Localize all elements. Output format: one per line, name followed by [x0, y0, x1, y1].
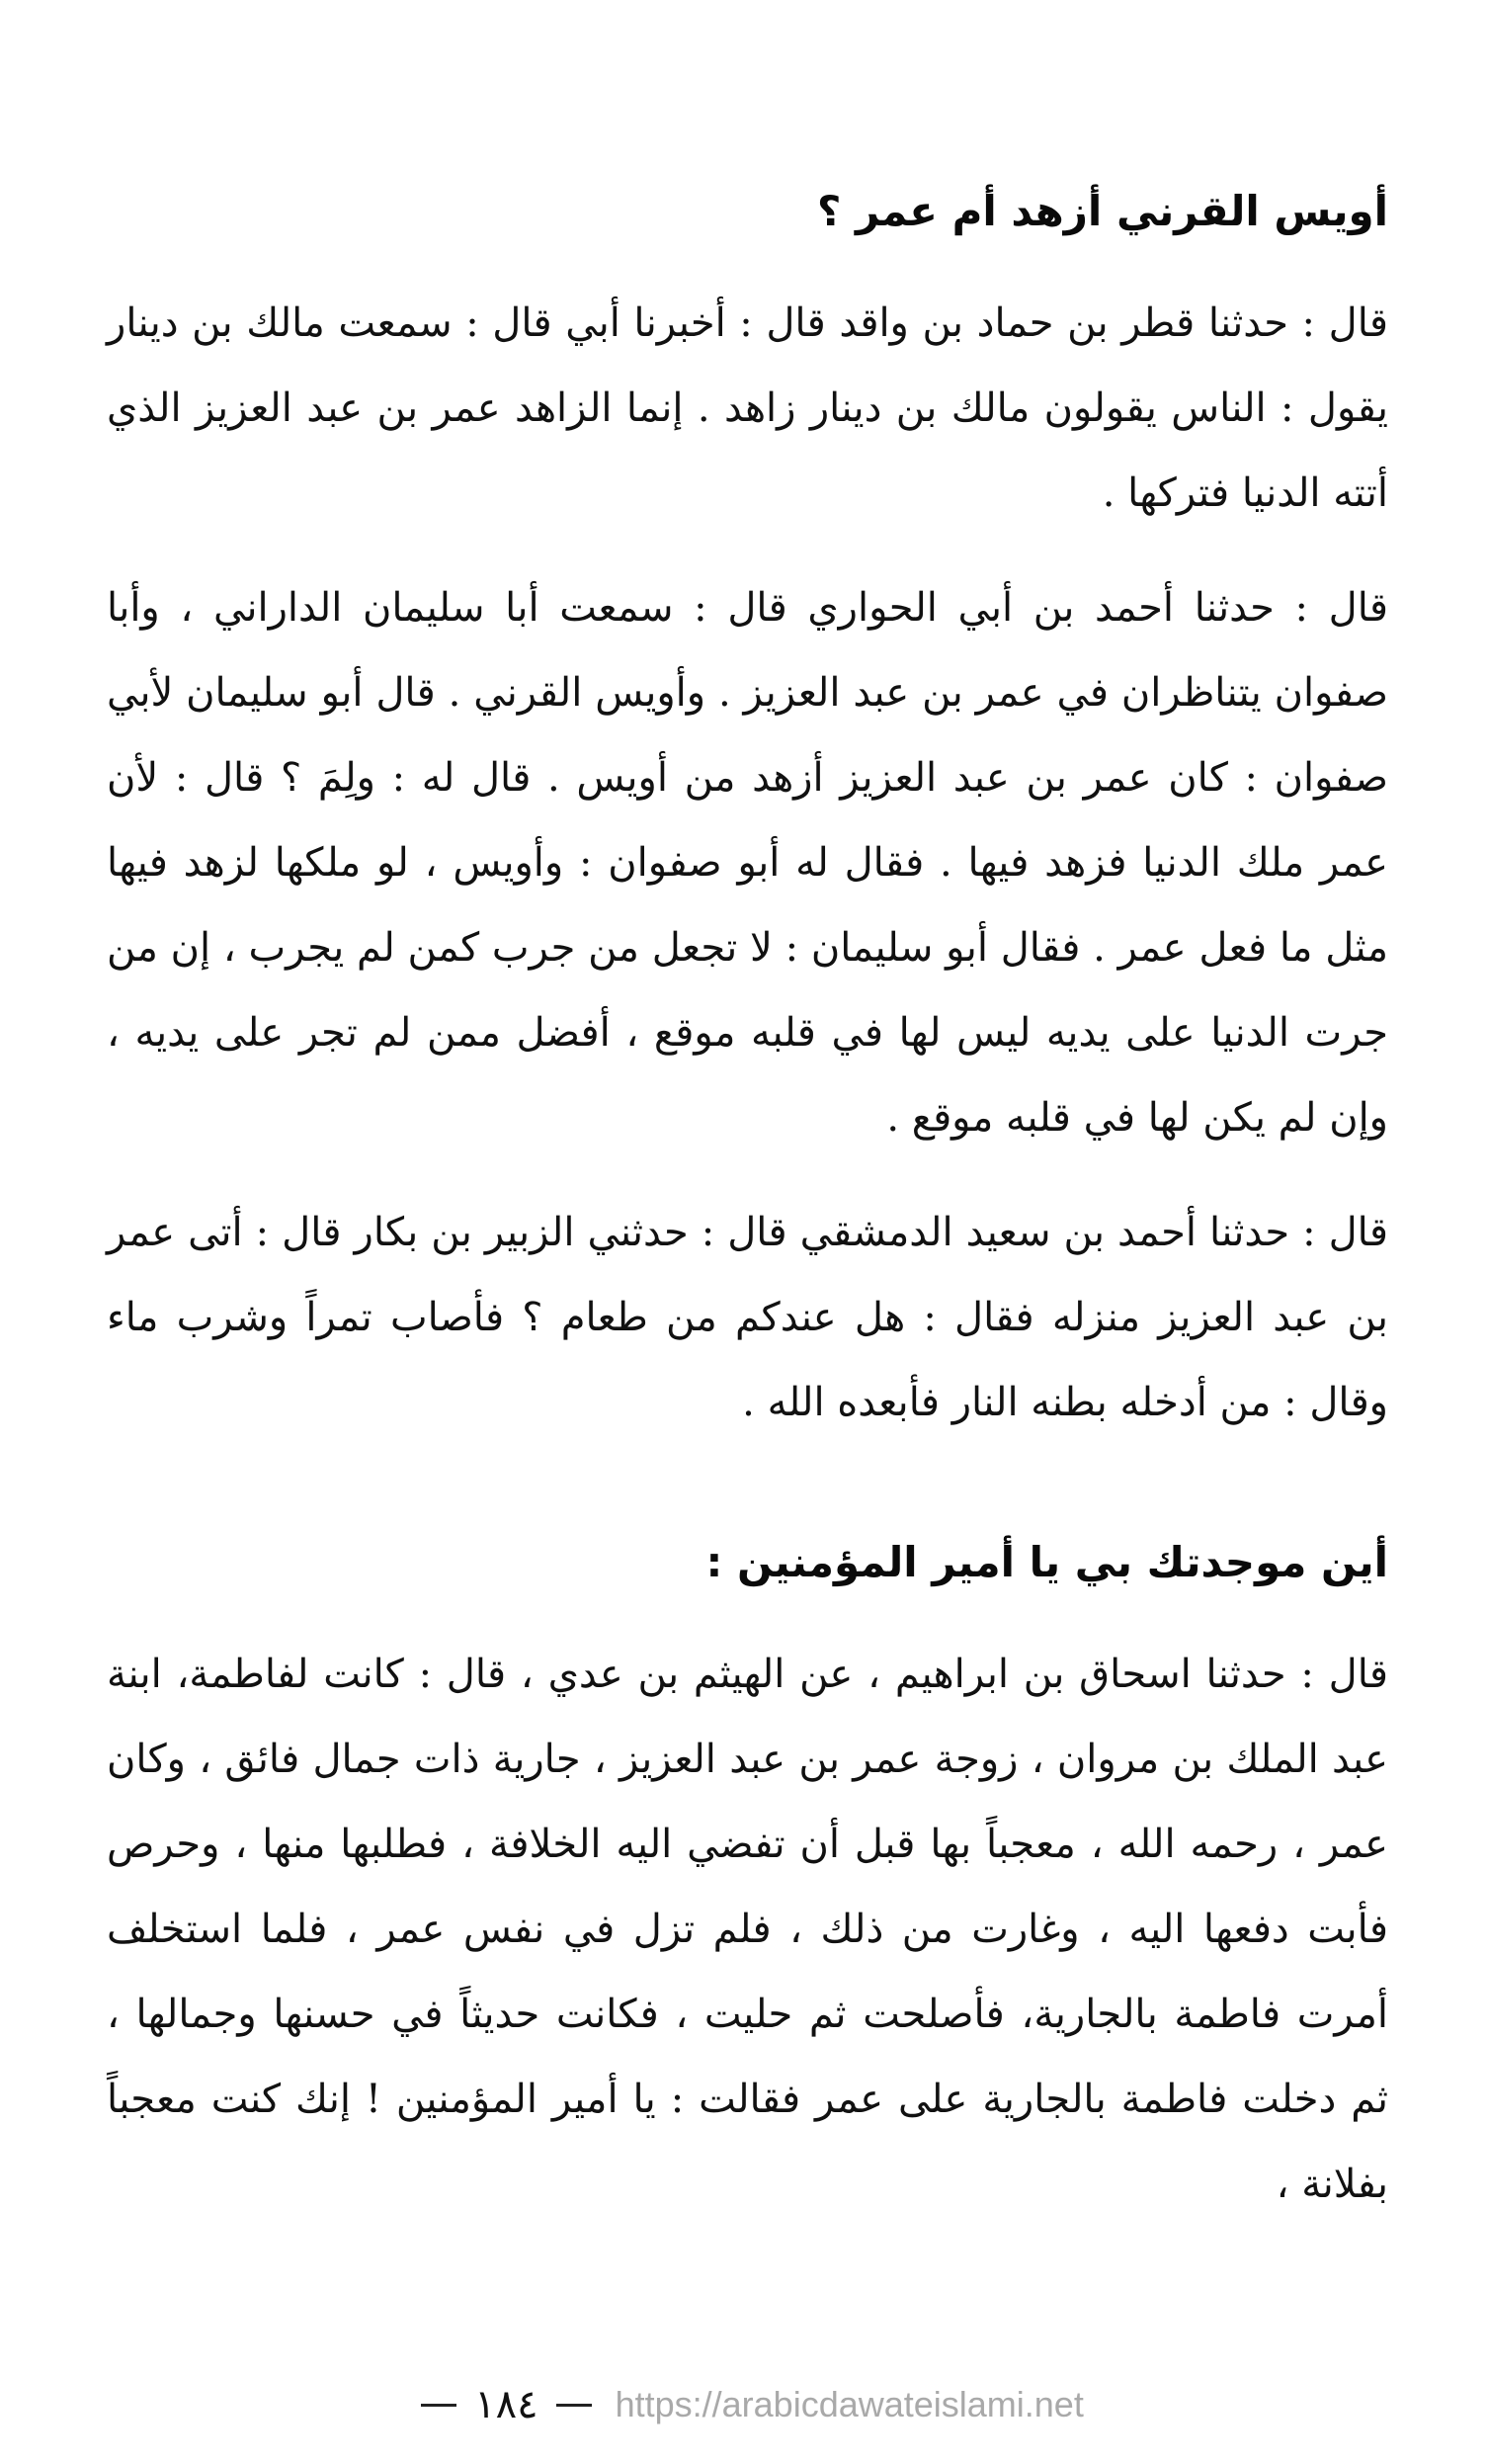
footer-dash-left [421, 2404, 456, 2407]
page-number: ١٨٤ [474, 2382, 538, 2427]
page-content [107, 183, 1388, 2256]
watermark-url: https://arabicdawateislami.net [615, 2384, 1084, 2424]
section-heading-mawjida: أين موجدتك بي يا أمير المؤمنين : [705, 1537, 1388, 1586]
section-heading-uwais: أويس القرني أزهد أم عمر ؟ [816, 187, 1388, 235]
paragraph-malik-bin-dinar: قال : حدثنا قطر بن حماد بن واقد قال : أخبرنا أبي قال : سمعت مالك بن دينار يقول : الناس يقولون مالك بن دينار زاهد . إنما الزاهد عمر بن عبد العزيز الذي أتته الدنيا فتركها . [107, 299, 1388, 516]
paragraph-zubair-bin-bakkar: قال : حدثنا أحمد بن سعيد الدمشقي قال : حدثني الزبير بن بكار قال : أتى عمر بن عبد العزيز منزله فقال : هل عندكم من طعام ؟ فأصاب تمراً وشرب ماء وقال : من أدخله بطنه النار فأبعده الله . [107, 1209, 1388, 1425]
paragraph-abu-sulayman: قال : حدثنا أحمد بن أبي الحواري قال : سمعت أبا سليمان الداراني ، وأبا صفوان يتناظران في عمر بن عبد العزيز . وأويس القرني . قال أبو سليمان لأبي صفوان : كان عمر بن عبد العزيز أزهد من أويس . قال له : ولِمَ ؟ قال : لأن عمر ملك الدنيا فزهد فيها . فقال له أبو صفوان : وأويس ، لو ملكها لزهد فيها مثل ما فعل عمر . فقال أبو سليمان : لا تجعل من جرب كمن لم يجرب ، إن من جرت الدنيا على يديه ليس لها في قلبه موقع ، أفضل ممن لم تجر على يديه ، وإن لم يكن لها في قلبه موقع . [107, 584, 1388, 1141]
footer-dash-right [556, 2404, 592, 2407]
page-footer [0, 2382, 1487, 2441]
paragraph-fatima-jariya: قال : حدثنا اسحاق بن ابراهيم ، عن الهيثم بن عدي ، قال : كانت لفاطمة، ابنة عبد الملك بن مروان ، زوجة عمر بن عبد العزيز ، جارية ذات جمال فائق ، وكان عمر ، رحمه الله ، معجباً بها قبل أن تفضي اليه الخلافة ، فطلبها منها ، وحرص فأبت دفعها اليه ، وغارت من ذلك ، فلم تزل في نفس عمر ، فلما استخلف أمرت فاطمة بالجارية، فأصلحت ثم حليت ، فكانت حديثاً في حسنها وجمالها ، ثم دخلت فاطمة بالجارية على عمر فقالت : يا أمير المؤمنين ! إنك كنت معجباً بفلانة ، [107, 1651, 1388, 2207]
